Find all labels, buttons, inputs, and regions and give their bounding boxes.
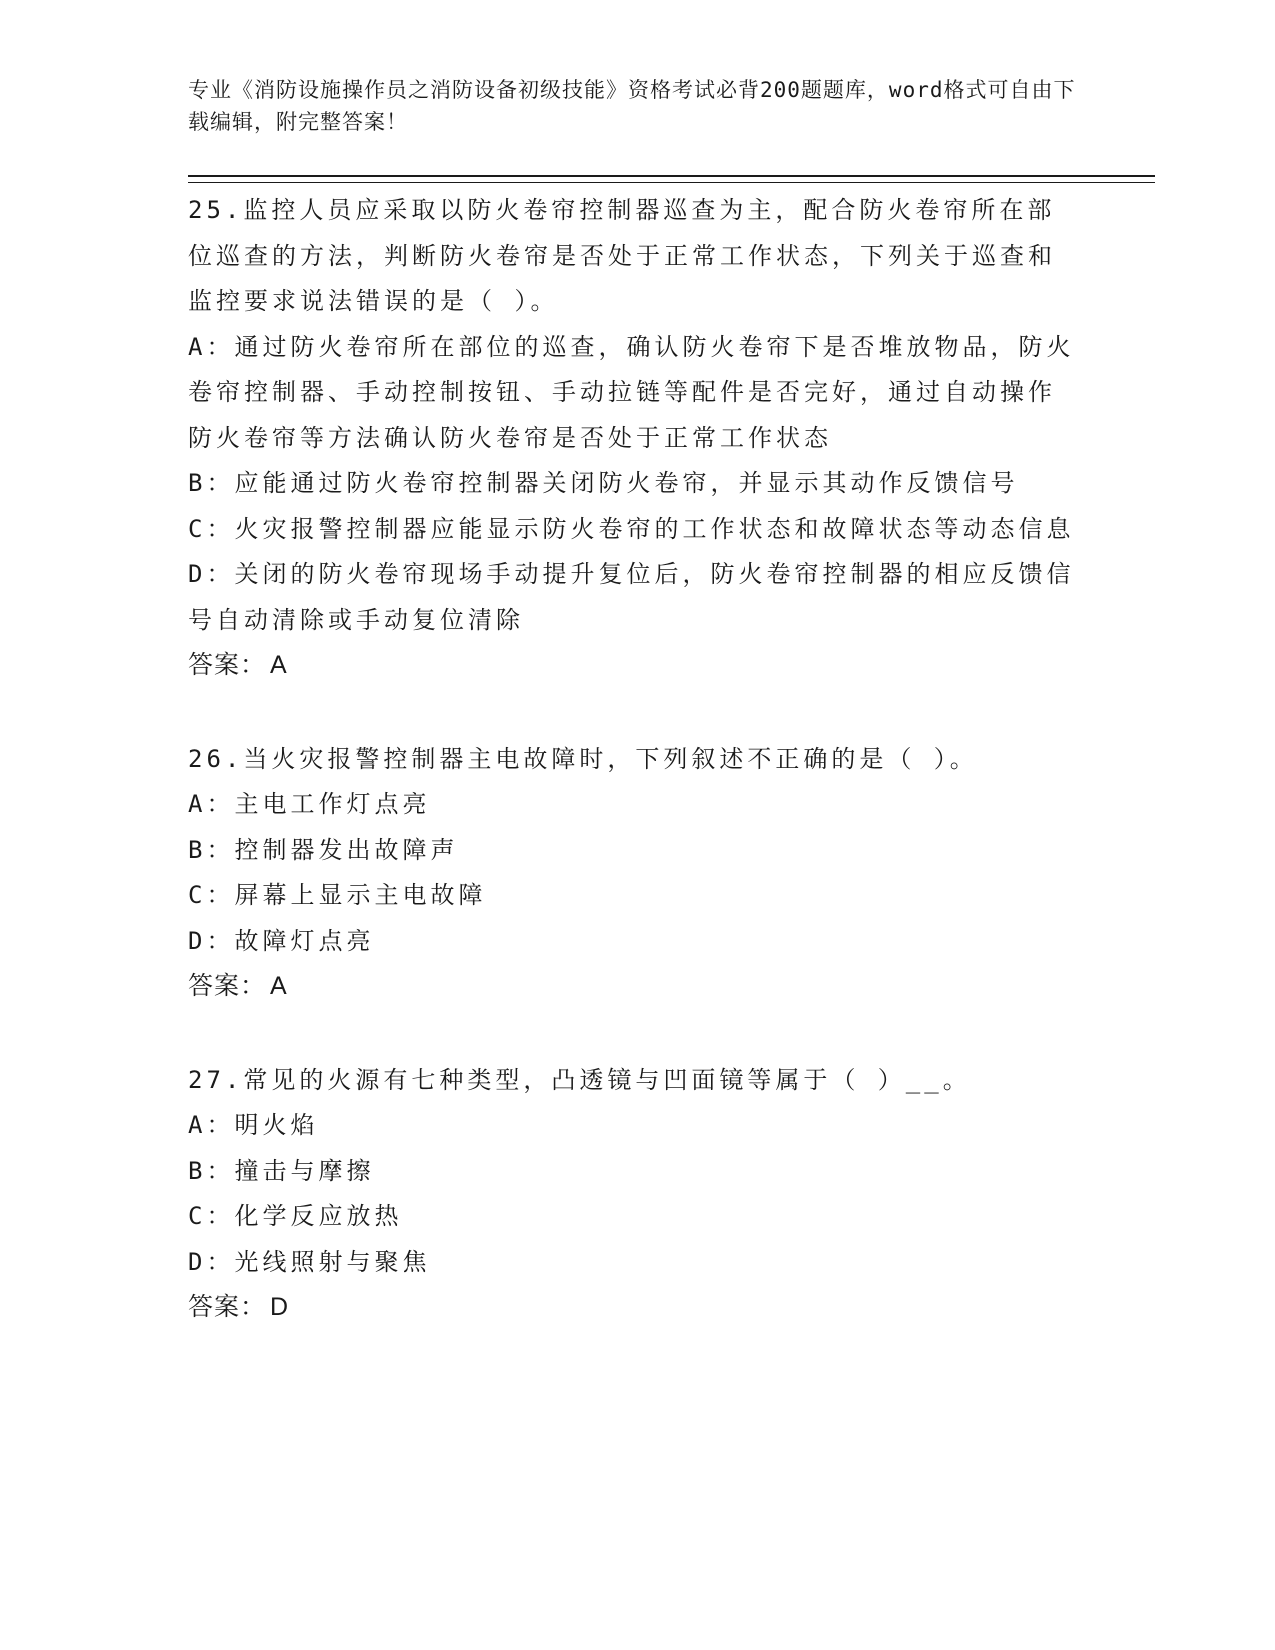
option-b: B：撞击与摩擦 xyxy=(188,1156,375,1185)
option-b: B：应能通过防火卷帘控制器关闭防火卷帘，并显示其动作反馈信号 xyxy=(188,469,1019,497)
question-25 xyxy=(188,188,1078,689)
question-27 xyxy=(188,1058,1078,1331)
answer-line xyxy=(188,964,1078,1010)
answer-line xyxy=(188,643,1078,689)
question-stem: 25.监控人员应采取以防火卷帘控制器巡查为主，配合防火卷帘所在部位巡查的方法，判断防火卷帘是否处于正常工作状态，下列关于巡查和监控要求说法错误的是（ ）。 xyxy=(188,196,1056,315)
option-b: B：控制器发出故障声 xyxy=(188,835,459,864)
option-d: D：关闭的防火卷帘现场手动提升复位后，防火卷帘控制器的相应反馈信号自动清除或手动复位清除 xyxy=(188,560,1075,634)
option-a: A：通过防火卷帘所在部位的巡查，确认防火卷帘下是否堆放物品，防火卷帘控制器、手动控制按钮、手动拉链等配件是否完好，通过自动操作防火卷帘等方法确认防火卷帘是否处于正常工作状态 xyxy=(188,332,1075,452)
header-divider-thick xyxy=(188,175,1155,177)
header-divider-thin xyxy=(188,182,1155,183)
answer-value: A xyxy=(270,651,288,679)
question-stem: 26.当火灾报警控制器主电故障时，下列叙述不正确的是（ ）。 xyxy=(188,744,978,773)
header-text: 专业《消防设施操作员之消防设备初级技能》资格考试必背200题题库，word格式可自由下载编辑，附完整答案！ xyxy=(188,78,1076,134)
answer-label: 答案： xyxy=(188,651,267,679)
option-d: D：故障灯点亮 xyxy=(188,926,375,955)
document-header xyxy=(188,74,1078,138)
answer-label: 答案： xyxy=(188,1293,267,1321)
option-c: C：火灾报警控制器应能显示防火卷帘的工作状态和故障状态等动态信息 xyxy=(188,514,1075,543)
option-a: A：主电工作灯点亮 xyxy=(188,790,431,818)
option-a: A：明火焰 xyxy=(188,1111,319,1139)
question-list xyxy=(188,188,1078,1379)
option-c: C：屏幕上显示主电故障 xyxy=(188,881,487,909)
answer-value: D xyxy=(270,1293,290,1321)
answer-label: 答案： xyxy=(188,972,267,1000)
option-d: D：光线照射与聚焦 xyxy=(188,1247,431,1276)
question-26 xyxy=(188,737,1078,1010)
option-c: C：化学反应放热 xyxy=(188,1202,403,1230)
answer-line xyxy=(188,1285,1078,1331)
question-stem: 27.常见的火源有七种类型，凸透镜与凹面镜等属于（ ）__。 xyxy=(188,1065,971,1094)
answer-value: A xyxy=(270,972,288,1000)
